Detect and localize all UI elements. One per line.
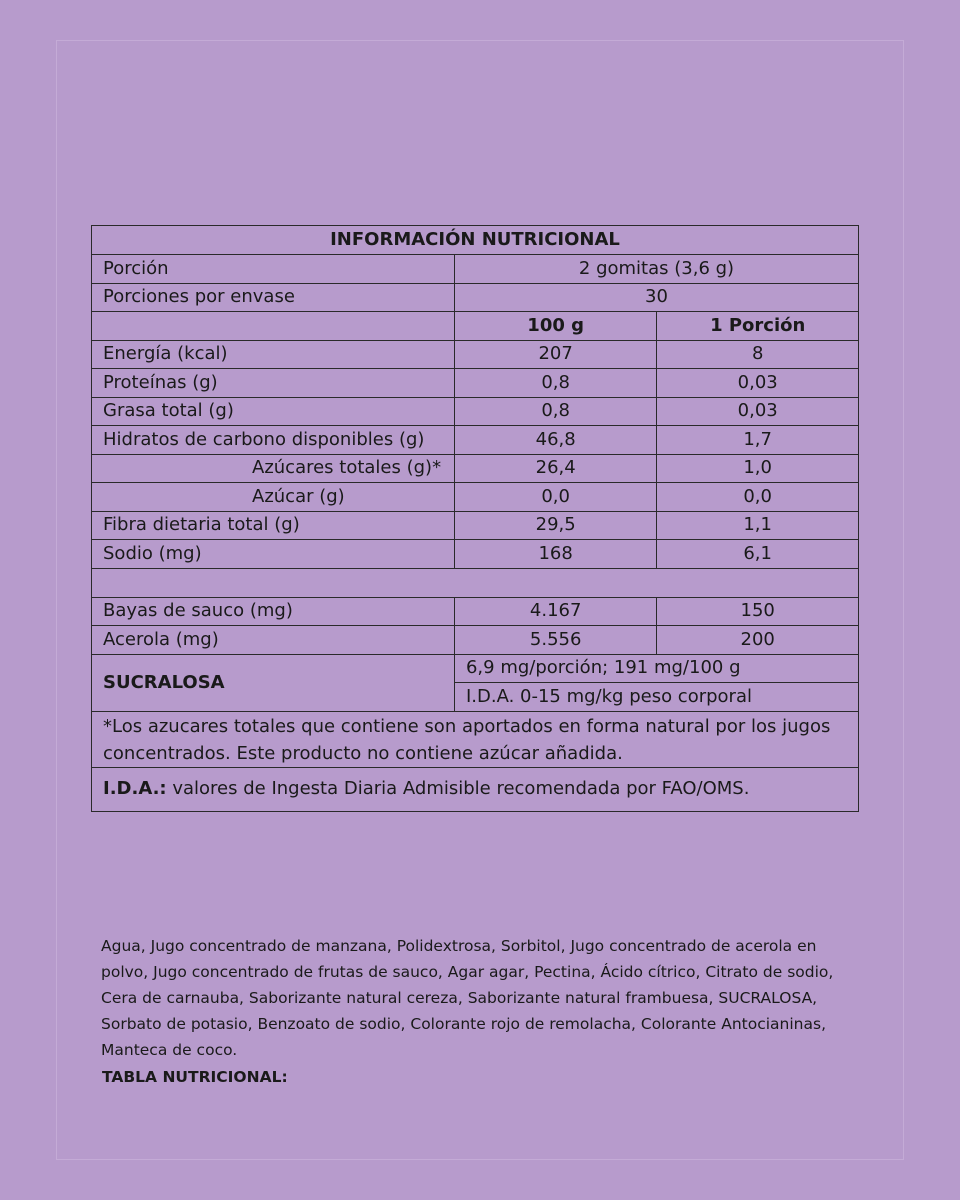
row-per100: 46,8 — [454, 426, 656, 455]
portion-label: Porción — [92, 255, 455, 284]
row-per100: 26,4 — [454, 454, 656, 483]
row-perportion: 1,1 — [657, 511, 859, 540]
row-perportion: 200 — [657, 626, 859, 655]
servings-label: Porciones por envase — [92, 283, 455, 312]
nutrition-table — [91, 225, 859, 812]
header-portion: 1 Porción — [657, 312, 859, 341]
row-label: Azúcares totales (g)* — [92, 454, 455, 483]
row-per100: 0,8 — [454, 397, 656, 426]
table-title: INFORMACIÓN NUTRICIONAL — [92, 226, 859, 255]
row-label: Grasa total (g) — [92, 397, 455, 426]
header-blank-cell — [92, 312, 455, 341]
row-per100: 207 — [454, 340, 656, 369]
servings-value: 30 — [454, 283, 858, 312]
table-row — [92, 597, 859, 626]
ida-label: I.D.A.: — [103, 778, 167, 799]
table-row — [92, 426, 859, 455]
row-label: Acerola (mg) — [92, 626, 455, 655]
table-row — [92, 626, 859, 655]
sucralosa-row — [92, 654, 859, 683]
spacer-cell — [92, 568, 859, 597]
ida-row — [92, 767, 859, 811]
table-row — [92, 283, 859, 312]
ida-note — [92, 767, 859, 811]
row-label: Hidratos de carbono disponibles (g) — [92, 426, 455, 455]
table-spacer-row — [92, 568, 859, 597]
footnote-row — [92, 711, 859, 767]
portion-value: 2 gomitas (3,6 g) — [454, 255, 858, 284]
row-perportion: 0,03 — [657, 369, 859, 398]
ida-text: valores de Ingesta Diaria Admisible recomendada por FAO/OMS. — [166, 778, 750, 799]
table-row — [92, 340, 859, 369]
row-per100: 4.167 — [454, 597, 656, 626]
row-label: Bayas de sauco (mg) — [92, 597, 455, 626]
table-title-row — [92, 226, 859, 255]
sucralosa-ida: I.D.A. 0-15 mg/kg peso corporal — [454, 683, 858, 712]
row-label: Sodio (mg) — [92, 540, 455, 569]
table-row — [92, 540, 859, 569]
table-row — [92, 369, 859, 398]
ingredients-text: Agua, Jugo concentrado de manzana, Polidextrosa, Sorbitol, Jugo concentrado de acerola en polvo, Jugo concentrado de frutas de sauco, Agar agar, Pectina, Ácido cítrico, Citrato de sodio, Cera de carnauba, Saborizante natural cereza, Saborizante natural frambuesa, SUCRALOSA, Sorbato de potasio, Benzoato de sodio, Colorante rojo de remolacha, Colorante Antocianinas, Manteca de coco. — [101, 937, 834, 1059]
table-row — [92, 255, 859, 284]
row-label: Azúcar (g) — [92, 483, 455, 512]
row-per100: 168 — [454, 540, 656, 569]
footnote: *Los azucares totales que contiene son aportados en forma natural por los jugos concentrados. Este producto no contiene azúcar añadida. — [92, 711, 859, 767]
row-perportion: 0,0 — [657, 483, 859, 512]
sucralosa-label: SUCRALOSA — [92, 654, 455, 711]
row-perportion: 150 — [657, 597, 859, 626]
sucralosa-dose: 6,9 mg/porción; 191 mg/100 g — [454, 654, 858, 683]
ingredients-heading: TABLA NUTRICIONAL: — [102, 1068, 288, 1086]
row-per100: 5.556 — [454, 626, 656, 655]
row-label: Energía (kcal) — [92, 340, 455, 369]
row-perportion: 8 — [657, 340, 859, 369]
row-label: Fibra dietaria total (g) — [92, 511, 455, 540]
row-perportion: 1,0 — [657, 454, 859, 483]
table-row — [92, 511, 859, 540]
row-per100: 0,8 — [454, 369, 656, 398]
table-header-row — [92, 312, 859, 341]
table-row — [92, 483, 859, 512]
row-label: Proteínas (g) — [92, 369, 455, 398]
row-perportion: 0,03 — [657, 397, 859, 426]
table-row — [92, 397, 859, 426]
row-perportion: 1,7 — [657, 426, 859, 455]
table-row — [92, 454, 859, 483]
row-per100: 29,5 — [454, 511, 656, 540]
header-100g: 100 g — [454, 312, 656, 341]
row-perportion: 6,1 — [657, 540, 859, 569]
row-per100: 0,0 — [454, 483, 656, 512]
